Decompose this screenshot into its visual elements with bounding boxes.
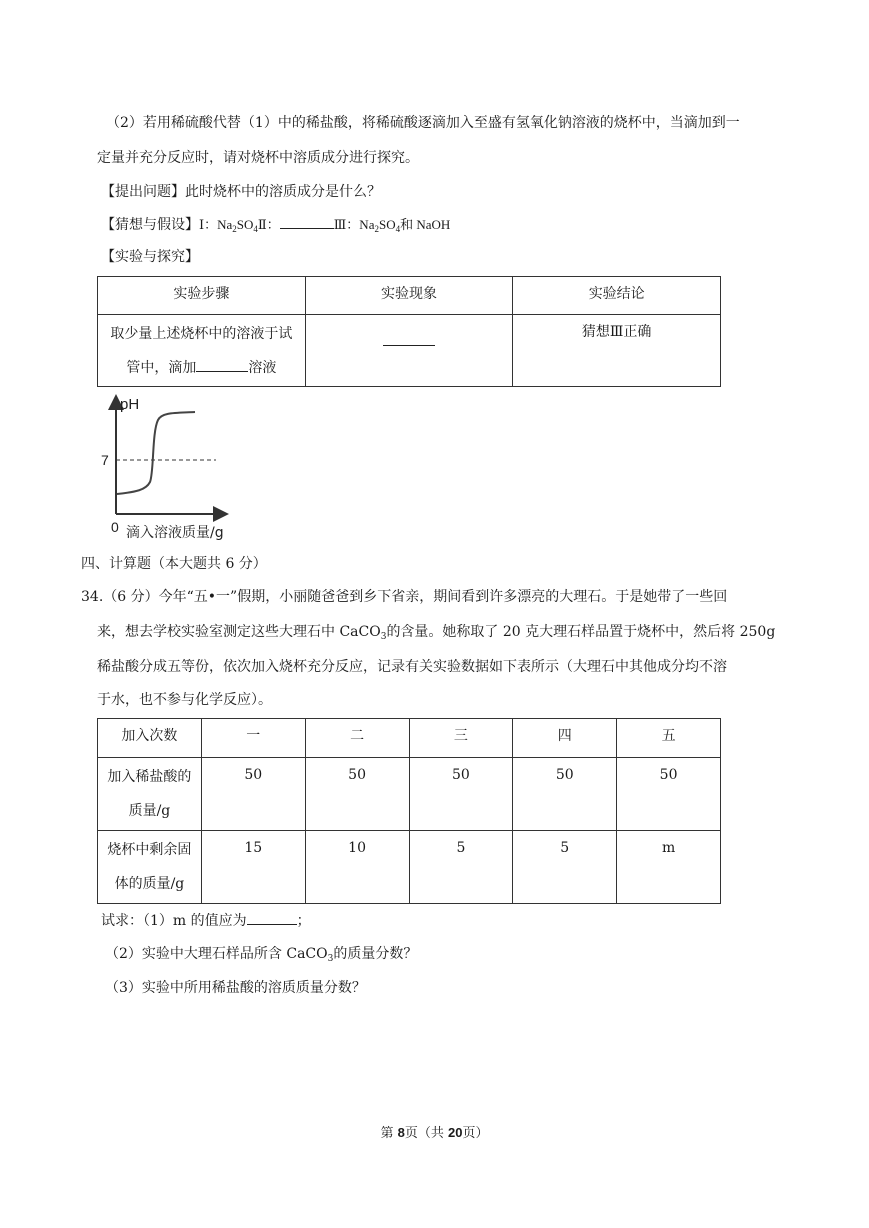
hypothesis-1: Ⅰ：$Na_2SO_4$ xyxy=(199,217,258,234)
data-header-5: 五 xyxy=(617,719,721,758)
row1-cell-3: 50 xyxy=(409,758,513,831)
row1-cell-2: 50 xyxy=(305,758,409,831)
hypothesis-2-label: Ⅱ： xyxy=(257,217,280,232)
exp-header-step: 实验步骤 xyxy=(98,277,306,315)
row2-cell-2: 10 xyxy=(305,831,409,904)
data-header-3: 三 xyxy=(409,719,513,758)
row2-label: 烧杯中剩余固 体的质量/g xyxy=(98,831,202,904)
ph-7-label: 7 xyxy=(101,452,109,468)
q2-hypothesis xyxy=(101,214,450,235)
row2-cell-1: 15 xyxy=(201,831,305,904)
row2-cell-4: 5 xyxy=(513,831,617,904)
exp-step-line-1: 取少量上述烧杯中的溶液于试 xyxy=(110,326,293,342)
phenomenon-blank[interactable] xyxy=(383,331,435,346)
q2-question: 【提出问题】此时烧杯中的溶质成分是什么？ xyxy=(101,184,381,200)
exp-header-conclusion: 实验结论 xyxy=(513,277,721,315)
data-header-2: 二 xyxy=(305,719,409,758)
exp-step-cell: 取少量上述烧杯中的溶液于试 管中，滴加 溶液 xyxy=(98,315,306,387)
q2-line-1: （2）若用稀硫酸代替（1）中的稀盐酸，将稀硫酸逐滴加入至盛有氢氧化钠溶液的烧杯中，当滴加到一 xyxy=(106,115,740,131)
table-row xyxy=(98,758,721,831)
row1-cell-5: 50 xyxy=(617,758,721,831)
q34-line-4: 于水，也不参与化学反应）。 xyxy=(97,692,272,708)
page-number: 8 xyxy=(397,1125,405,1140)
reagent-blank[interactable] xyxy=(196,357,248,372)
page-footer: 第 8页（共 20页） xyxy=(380,1125,489,1141)
exp-conclusion-cell xyxy=(513,315,721,387)
sub-question-1: 试求：（1）m 的值应为 ； xyxy=(101,910,311,931)
data-header-1: 一 xyxy=(201,719,305,758)
data-table xyxy=(97,718,721,904)
ph-axis-label: pH xyxy=(120,396,140,413)
ph-curve xyxy=(117,412,195,494)
q34-line-3: 稀盐酸分成五等份，依次加入烧杯充分反应，记录有关实验数据如下表所示（大理石中其他成分均不溶 xyxy=(97,659,727,675)
exp-step-line-2: 管中，滴加 xyxy=(126,360,197,376)
hypothesis-label: 【猜想与假设】 xyxy=(101,217,199,233)
exp-phenomenon-cell xyxy=(305,315,513,387)
total-pages: 20 xyxy=(448,1125,463,1140)
data-header-label: 加入次数 xyxy=(98,719,202,758)
exp-header-phenomenon: 实验现象 xyxy=(305,277,513,315)
row2-cell-5: m xyxy=(617,831,721,904)
hypothesis-2-blank[interactable] xyxy=(280,214,334,229)
q34-line-2: 来，想去学校实验室测定这些大理石中 CaCO$_3$的含量。她称取了 20 克大理石样品置于烧杯中，然后将 250g xyxy=(97,624,776,642)
origin-label: 0 xyxy=(111,519,119,535)
ph-graph xyxy=(96,392,256,544)
explore-heading: 【实验与探究】 xyxy=(101,249,199,265)
sub-question-3: （3）实验中所用稀盐酸的溶质质量分数？ xyxy=(105,980,366,996)
q34-line-1: 34.（6 分）今年“五•一”假期，小丽随爸爸到乡下省亲，期间看到许多漂亮的大理石。于是她带了一些回 xyxy=(81,589,728,605)
section-4-heading: 四、计算题（本大题共 6 分） xyxy=(81,556,267,572)
row1-cell-1: 50 xyxy=(201,758,305,831)
row2-cell-3: 5 xyxy=(409,831,513,904)
hypothesis-3: Ⅲ：$Na_2SO_4$和 NaOH xyxy=(333,217,451,234)
experiment-table xyxy=(97,276,721,387)
sub-question-2: （2）实验中大理石样品所含 CaCO$_3$的质量分数？ xyxy=(105,946,418,964)
row1-cell-4: 50 xyxy=(513,758,617,831)
table-row xyxy=(98,831,721,904)
m-value-blank[interactable] xyxy=(247,910,297,925)
x-axis-label: 滴入溶液质量/g xyxy=(126,525,224,541)
exp-conclusion: 猜想Ⅲ正确 xyxy=(581,324,652,340)
row1-label: 加入稀盐酸的 质量/g xyxy=(98,758,202,831)
data-header-4: 四 xyxy=(513,719,617,758)
q2-line-2: 定量并充分反应时，请对烧杯中溶质成分进行探究。 xyxy=(97,150,419,166)
